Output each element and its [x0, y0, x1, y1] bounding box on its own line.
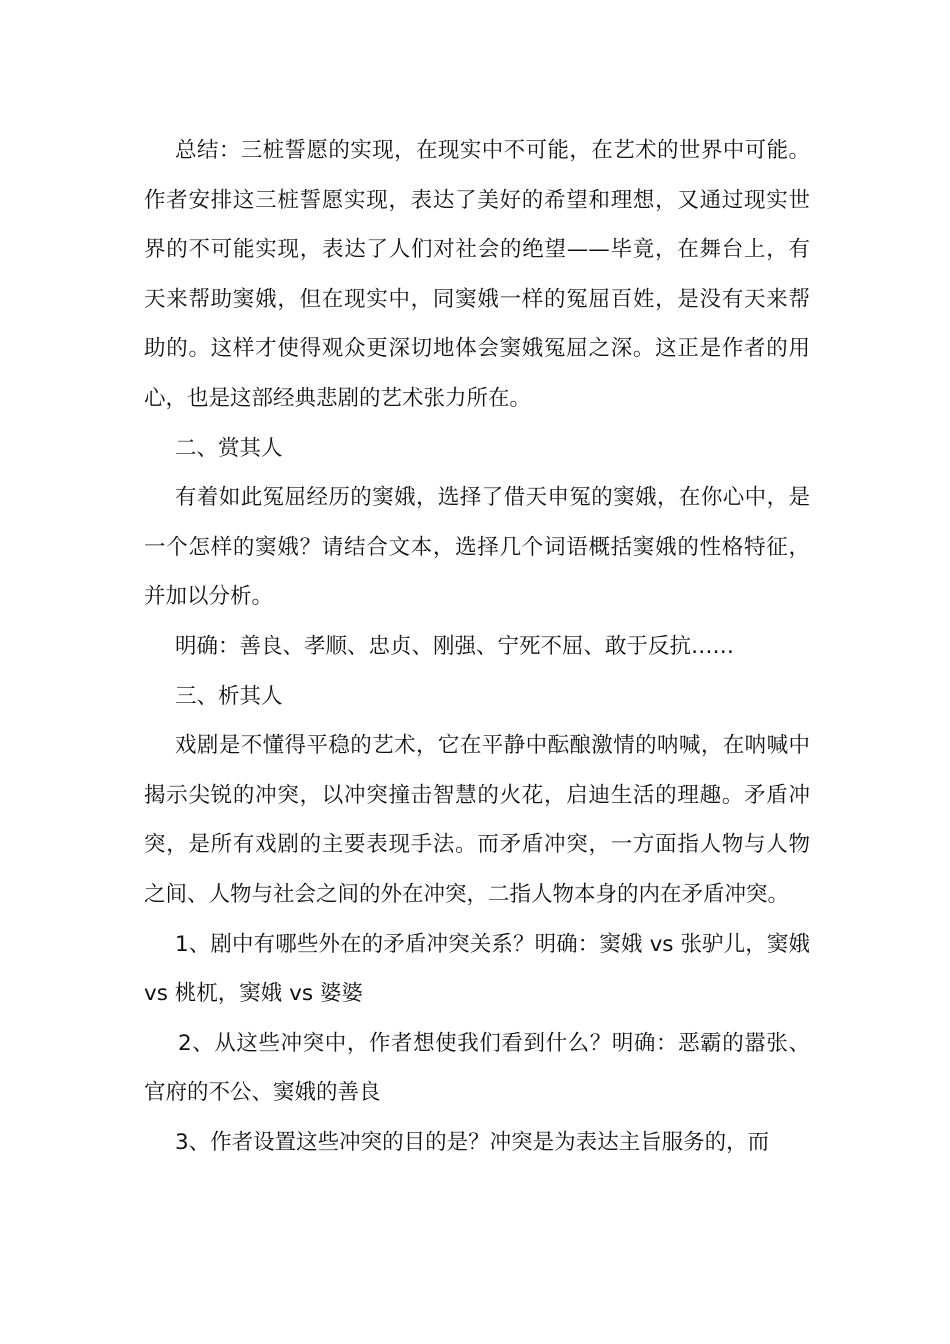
drama-conflict-paragraph: 戏剧是不懂得平稳的艺术，它在平静中酝酿激情的呐喊，在呐喊中揭示尖锐的冲突，以冲突撞击智慧的火花，启迪生活的理趣。矛盾冲突，是所有戏剧的主要表现手法。而矛盾冲突，一方面指人物与人物之间、人物与社会之间的外在冲突，二指人物本身的内在矛盾冲突。 [144, 733, 810, 907]
list-item-3: 3、作者设置这些冲突的目的是？冲突是为表达主旨服务的，而 [175, 1129, 770, 1155]
section-heading-analyze: 三、析其人 [175, 683, 283, 709]
answer-paragraph: 明确：善良、孝顺、忠贞、刚强、宁死不屈、敢于反抗…… [175, 633, 735, 659]
section-heading-appreciate: 二、赏其人 [175, 435, 283, 461]
question-paragraph: 有着如此冤屈经历的窦娥，选择了借天申冤的窦娥，在你心中，是一个怎样的窦娥？请结合文本，选择几个词语概括窦娥的性格特征，并加以分析。 [144, 485, 810, 610]
list-item-2: 2、从这些冲突中，作者想使我们看到什么？明确：恶霸的嚣张、官府的不公、窦娥的善良 [144, 1030, 810, 1106]
summary-paragraph: 总结：三桩誓愿的实现，在现实中不可能，在艺术的世界中可能。作者安排这三桩誓愿实现，表达了美好的希望和理想，又通过现实世界的不可能实现，表达了人们对社会的绝望——毕竟，在舞台上，有天来帮助窦娥，但在现实中，同窦娥一样的冤屈百姓，是没有天来帮助的。这样才使得观众更深切地体会窦娥冤屈之深。这正是作者的用心，也是这部经典悲剧的艺术张力所在。 [144, 138, 810, 411]
document-body [144, 126, 810, 1167]
list-item-1: 1、剧中有哪些外在的矛盾冲突关系？明确：窦娥 vs 张驴儿，窦娥 vs 桃杌，窦娥 vs 婆婆 [144, 931, 810, 1007]
